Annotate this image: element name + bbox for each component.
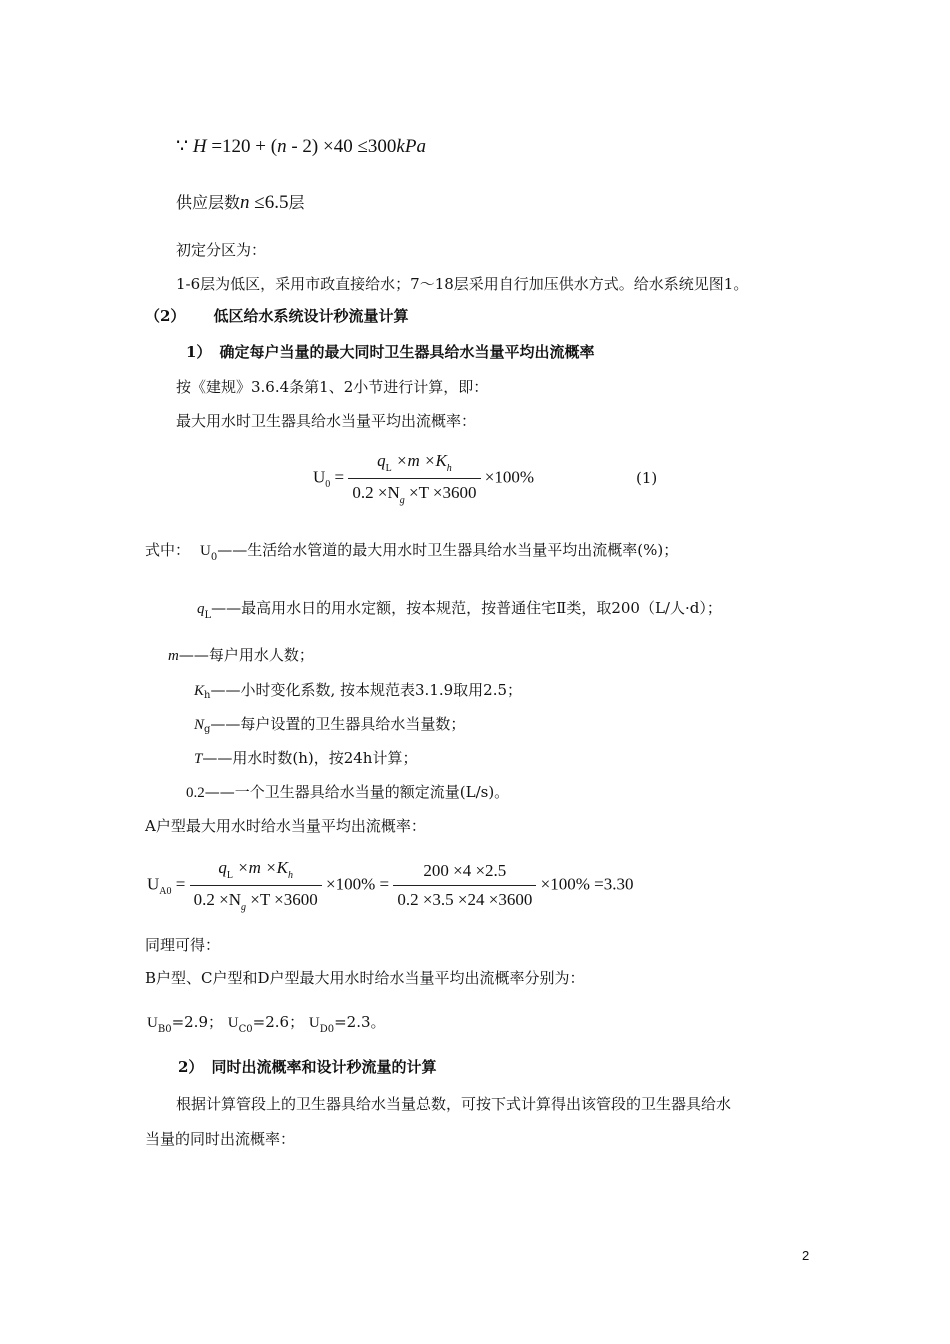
bcd-label: B户型、C户型和D户型最大用水时给水当量平均出流概率分别为： xyxy=(145,969,585,987)
definition-symbol: 0.2 xyxy=(186,785,205,801)
section-title: 低区给水系统设计秒流量计算 xyxy=(213,307,409,325)
value-b: =2.9； xyxy=(171,1013,223,1031)
definition-symbol-sub: g xyxy=(204,724,211,735)
value-symbol-sub: B0 xyxy=(157,1024,172,1035)
value-symbol: U xyxy=(227,1015,239,1031)
formula-fraction-numeric xyxy=(393,859,536,912)
subsection-heading-2 xyxy=(178,1057,436,1077)
floor-count-value: ≤6.5 xyxy=(249,192,289,213)
definition-symbol-sub: L xyxy=(204,610,212,621)
fraction-denominator: $0.2 \times N_g \times T \times 3600$ xyxy=(193,890,318,913)
definition-symbol: K xyxy=(194,683,205,699)
subsection-heading-1 xyxy=(186,342,594,362)
section-heading-2 xyxy=(145,306,408,326)
because-symbol: ∵ xyxy=(176,136,189,157)
formula-lhs: U xyxy=(313,467,326,487)
similarly-line: 同理可得： xyxy=(145,936,221,954)
formula-tail: ×100% xyxy=(484,467,535,487)
zoning-intro: 初定分区为： xyxy=(176,241,267,259)
paragraph-line-2: 当量的同时出流概率： xyxy=(145,1130,296,1148)
definition-text: ——每户设置的卫生器具给水当量数； xyxy=(210,715,466,733)
definition-symbol: N xyxy=(194,717,205,733)
formula-middle: ×100% = xyxy=(326,874,390,894)
bcd-values xyxy=(147,1012,386,1035)
value-symbol-sub: D0 xyxy=(319,1024,335,1035)
definition-symbol-sub: h xyxy=(204,690,211,701)
zoning-detail: 1-6层为低区，采用市政直接给水；7～18层采用自行加压供水方式。给水系统见图1。 xyxy=(176,275,749,293)
formula-lhs-sub: A0 xyxy=(159,886,172,898)
pressure-equation xyxy=(176,137,426,157)
definition-kh xyxy=(194,680,522,703)
definition-m xyxy=(168,645,314,666)
subsection-number: 2） xyxy=(178,1058,204,1076)
where-line xyxy=(145,540,678,563)
definition-t xyxy=(194,748,417,769)
paragraph-line-1: 根据计算管段上的卫生器具给水当量总数，可按下式计算得出该管段的卫生器具给水 xyxy=(176,1095,732,1113)
equation-part: - 2) ×40 ≤300 xyxy=(286,136,397,157)
formula-a xyxy=(147,856,633,915)
fraction-numerator: $q_L \times m \times K_h$ xyxy=(218,858,294,881)
subsection-title: 同时出流概率和设计秒流量的计算 xyxy=(211,1058,437,1076)
symbol-h: H xyxy=(192,136,207,157)
definition-text: ——最高用水日的用水定额，按本规范，按普通住宅Ⅱ类，取200（L/人·d）； xyxy=(211,599,722,617)
formula-fraction xyxy=(190,856,322,915)
subsection-number: 1） xyxy=(186,343,212,361)
per-code-line: 按《建规》3.6.4条第1、2小节进行计算，即： xyxy=(176,378,489,396)
value-symbol: U xyxy=(147,1015,158,1031)
definition-text: ——每户用水人数； xyxy=(178,646,314,664)
value-symbol: U xyxy=(308,1015,320,1031)
definition-0-2 xyxy=(186,782,509,803)
floor-unit: 层 xyxy=(288,193,305,212)
definition-ql xyxy=(197,598,722,621)
symbol-n: n xyxy=(277,136,287,157)
formula-1 xyxy=(313,449,534,508)
equals-sign: = xyxy=(175,874,186,894)
symbol-n: n xyxy=(240,192,250,213)
where-lead: 式中： xyxy=(145,541,191,559)
formula-number: (1) xyxy=(636,469,658,487)
floor-count-label: 供应层数 xyxy=(176,193,241,212)
subsection-title: 确定每户当量的最大同时卫生器具给水当量平均出流概率 xyxy=(219,343,595,361)
formula-result: ×100% =3.30 xyxy=(540,874,634,894)
fraction-denominator: 0.2 ×3.5 ×24 ×3600 xyxy=(397,890,533,909)
fraction-numerator: $q_L \times m \times K_h$ xyxy=(377,451,452,474)
definition-text: ——一个卫生器具给水当量的额定流量(L/s)。 xyxy=(204,783,510,801)
definition-symbol: m xyxy=(168,648,179,664)
definition-symbol: q xyxy=(197,601,205,617)
a-type-label: A户型最大用水时给水当量平均出流概率： xyxy=(145,817,426,835)
value-symbol-sub: C0 xyxy=(238,1024,253,1035)
value-d: =2.3。 xyxy=(334,1013,386,1031)
fraction-numerator: 200 ×4 ×2.5 xyxy=(423,861,507,880)
formula-lhs-sub: 0 xyxy=(325,479,331,491)
where-symbol-sub: 0 xyxy=(210,552,218,563)
max-rate-label: 最大用水时卫生器具给水当量平均出流概率： xyxy=(176,412,477,430)
definition-text: ——用水时数(h)，按24h计算； xyxy=(202,749,418,767)
definition-ng xyxy=(194,714,465,737)
definition-text: ——小时变化系数, 按本规范表3.1.9取用2.5； xyxy=(210,681,523,699)
where-symbol: U xyxy=(200,543,211,559)
fraction-denominator: $0.2 \times N_g \times T \times 3600$ xyxy=(352,483,477,506)
formula-fraction xyxy=(348,449,480,508)
where-description: ——生活给水管道的最大用水时卫生器具给水当量平均出流概率(%)； xyxy=(217,541,679,559)
floor-count-line xyxy=(176,193,304,213)
formula-lhs: U xyxy=(147,874,160,894)
section-number: （2） xyxy=(145,307,186,325)
unit-kpa: kPa xyxy=(396,136,426,157)
equals-sign: = xyxy=(334,467,345,487)
page-number: 2 xyxy=(802,1248,810,1263)
definition-symbol: T xyxy=(194,751,203,767)
equation-part: =120 + ( xyxy=(206,136,278,157)
value-c: =2.6； xyxy=(252,1013,305,1031)
